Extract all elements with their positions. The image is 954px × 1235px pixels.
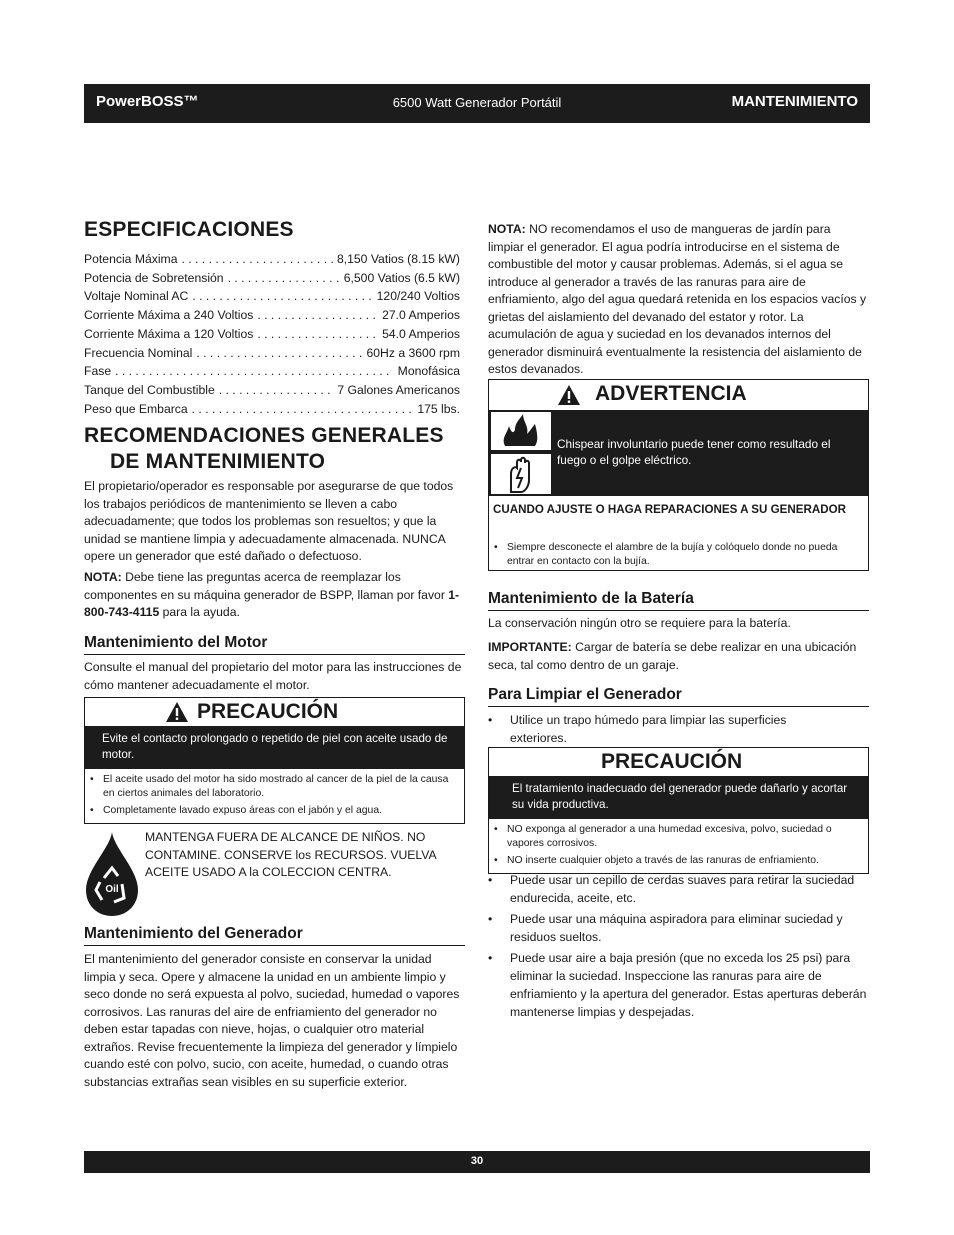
spec-row [84,325,460,343]
motor-heading: Mantenimiento del Motor [84,634,465,655]
caution-title: PRECAUCIÓN [197,700,339,723]
spec-row [84,362,460,380]
leader-dots [257,325,378,343]
battery-important [488,639,869,674]
spec-value: Monofásica [397,364,460,379]
spec-label: Fase [84,364,112,379]
recycle-text: MANTENGA FUERA DE ALCANCE DE NIÑOS. NO CONTAMINE. CONSERVE los RECURSOS. VUELVA ACEITE USADO A la COLECCION CENTRA. [145,830,436,879]
caution-bullets [489,819,868,873]
warning-subtitle: CUANDO AJUSTE O HAGA REPARACIONES A SU GENERADOR [493,503,846,516]
cleaning-heading: Para Limpiar el Generador [488,686,869,707]
document-subtitle: 6500 Watt Generador Portátil [392,95,562,110]
water-note-text: NO recomendamos el uso de mangueras de jardín para limpiar el generador. El agua podría introducirse en el sistema de combustible del motor y causar problemas. Además, si el agua se introduce al generador a través de las ranuras para aire de enfriamiento, algo del agua quedará retenida en los espacios vacíos y grietas del aislamiento del devanado del estator y rotor. La acumulación de agua y suciedad en los devanados internos del generador disminuirá eventualmente la resistencia del aislamiento de estos devanados. [488,222,867,376]
motor-body: Consulte el manual del propietario del motor para las instrucciones de cómo mantener adecuadamente el motor. [84,660,462,692]
battery-body: La conservación ningún otro se requiere para la batería. [488,616,791,630]
leader-dots [115,362,394,380]
warning-triangle-icon [557,384,581,406]
leader-dots [192,287,372,305]
spec-label: Tanque del Combustible [84,382,215,397]
list-item: • Puede usar una máquina aspiradora para eliminar suciedad y residuos sueltos. [488,910,869,946]
list-item: • Puede usar un cepillo de cerdas suaves para retirar la suciedad endurecida, aceite, etc. [488,871,869,907]
spec-label: Corriente Máxima a 120 Voltios [84,326,254,341]
recommendations-title-line2: DE MANTENIMIENTO [110,450,326,473]
leader-dots [257,306,378,324]
warning-bullets [489,537,868,574]
recommendations-title-line1: RECOMENDACIONES GENERALES [84,424,444,447]
cleaning-bullets [488,871,869,1021]
oil-icon-label: Oil [105,884,119,895]
important-label: IMPORTANTE: [488,640,572,654]
recommendations-title [84,423,444,475]
list-item: • NO exponga al generador a una humedad excesiva, polvo, suciedad o vapores corrosivos. [507,823,862,851]
footer-bar [84,1151,870,1173]
spec-value: 60Hz a 3600 rpm [366,345,460,360]
list-item: • Utilice un trapo húmedo para limpiar las superficies exteriores. [488,711,838,747]
spec-row [84,250,460,268]
leader-dots [219,381,334,399]
recommendations-body: El propietario/operador es responsable por asegurarse de que todos los trabajos periódicos de mantenimiento se lleven a cabo adecuadamente; que todos los problemas son resueltos; y que la unidad se mantiene limpia y adecuadamente almacenada. NUNCA opere un generador que esté dañado o defectuoso. [84,479,454,563]
section-title: MANTENIMIENTO [731,93,858,110]
note-text: Debe tiene las preguntas acerca de reemplazar los componentes en su máquina generador de BSPP, llaman por favor [84,570,449,602]
list-item: • Puede usar aire a baja presión (que no exceda los 25 psi) para eliminar la suciedad. Inspeccione las ranuras para aire de enfriamiento y la apertura del generador. Estas aperturas deberán mantenerse limpias y despejadas. [488,949,869,1021]
warning-triangle-icon [165,701,189,723]
spec-row [84,287,460,305]
spec-label: Potencia Máxima [84,252,178,266]
leader-dots [228,269,340,287]
caution-box-generator [488,747,869,874]
generator-heading: Mantenimiento del Generador [84,925,465,946]
header-bar [84,84,870,123]
warning-message: Chispear involuntario puede tener como resultado el fuego o el golpe eléctrico. [557,437,831,467]
important-text: Cargar de batería se debe realizar en una ubicación seca, tal como dentro de un garaje. [488,640,857,672]
warning-title: ADVERTENCIA [595,382,747,405]
spec-label: Frecuencia Nominal [84,345,193,360]
fire-hazard-icon [491,412,551,450]
spec-value: 8,150 Vatios (8.15 kW) [336,252,460,266]
generator-body: El mantenimiento del generador consiste en conservar la unidad limpia y seca. Opere y almacene la unidad en un ambiente limpio y seco donde no será expuesta al polvo, suciedad, humedad o vapores corrosivos. Las ranuras del aire de enfriamiento del generador no deben estar tapadas con nieve, hojas, o cualquier otro material extraños. Revise frecuentemente la limpieza del generador y límpielo cuando esté con polvo, sucio, con aceite, humedad, o cuando otras substancias extrañas sean visibles en su superficie exterior. [84,952,460,1089]
leader-dots [181,250,332,268]
leader-dots [196,344,362,362]
caution-box-oil [84,697,465,824]
specs-title: ESPECIFICACIONES [84,218,294,241]
list-item: • Completamente lavado expuso áreas con el jabón y el agua. [103,804,458,818]
spec-label: Peso que Embarca [84,401,188,416]
note-label: NOTA: [84,570,122,584]
spec-row [84,381,460,399]
spec-value: 27.0 Amperios [382,308,460,323]
recommendations-note [84,569,465,622]
list-item: • El aceite usado del motor ha sido mostrado al cancer de la piel de la causa en ciertos animales del laboratorio. [103,773,458,801]
warning-dark-panel [489,410,868,496]
page-number: 30 [470,1155,484,1167]
support-phone: 1-800-743-4115 [84,587,460,619]
water-note-label: NOTA: [488,222,526,236]
caution-message: Evite el contacto prolongado o repetido de piel con aceite usado de motor. [85,726,464,769]
spec-value: 175 lbs. [417,401,460,416]
spec-label: Potencia de Sobretensión [84,270,224,285]
electric-shock-icon [491,454,551,494]
list-item: • Siempre desconecte el alambre de la bujía y colóquelo donde no pueda entrar en contacto con la bujía. [507,541,862,569]
cleaning-first-bullet [488,711,838,747]
spec-row [84,306,460,324]
battery-heading: Mantenimiento de la Batería [488,590,869,611]
spec-row [84,269,460,287]
spec-value: 54.0 Amperios [382,326,460,341]
spec-value: 6,500 Vatios (6.5 kW) [343,270,460,285]
water-note [488,221,869,379]
caution-title: PRECAUCIÓN [601,750,743,773]
spec-value: 120/240 Voltios [376,289,460,304]
list-item: • NO inserte cualquier objeto a través de las ranuras de enfriamiento. [507,854,862,868]
spec-label: Corriente Máxima a 240 Voltios [84,308,254,323]
spec-row [84,344,460,362]
caution-bullets [85,769,464,823]
spec-label: Voltaje Nominal AC [84,289,189,304]
leader-dots [192,400,414,418]
caution-message: El tratamiento inadecuado del generador puede dañarlo y acortar su vida productiva. [489,776,868,819]
note-end: para la ayuda. [159,605,240,619]
spec-row [84,400,460,418]
oil-recycle-drop-icon [84,830,140,918]
spec-value: 7 Galones Americanos [337,382,460,397]
brand-name: PowerBOSS™ [96,93,199,110]
warning-box [488,379,869,571]
